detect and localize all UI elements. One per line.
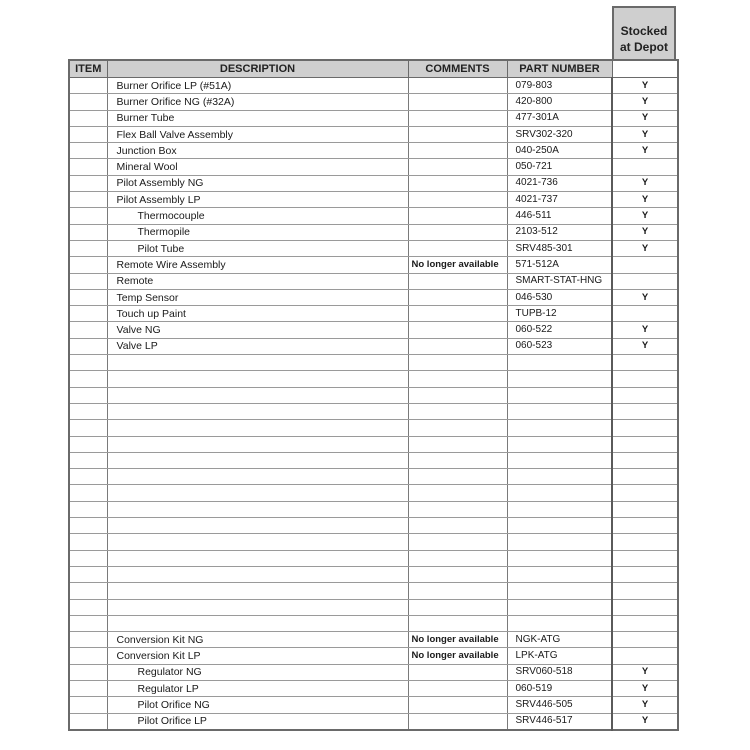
comments-cell [408,566,507,582]
stocked-cell [612,648,678,664]
stocked-cell [612,355,678,371]
part-number-cell [507,485,612,501]
table-row [69,289,678,305]
item-cell [69,485,107,501]
item-cell [69,338,107,354]
comments-cell [408,583,507,599]
item-cell [69,175,107,191]
table-row [69,599,678,615]
comments-cell [408,403,507,419]
stocked-cell [612,452,678,468]
table-row [69,632,678,648]
item-cell [69,110,107,126]
table-row [69,550,678,566]
item-cell [69,78,107,94]
table-row [69,175,678,191]
part-number-cell: 060-519 [507,680,612,696]
item-cell [69,664,107,680]
description-cell: Temp Sensor [107,289,408,305]
table-row [69,583,678,599]
part-number-cell: NGK-ATG [507,632,612,648]
item-cell [69,224,107,240]
stocked-cell: Y [612,208,678,224]
part-number-cell: 4021-736 [507,175,612,191]
table-row [69,452,678,468]
stocked-cell: Y [612,338,678,354]
description-cell: Flex Ball Valve Assembly [107,126,408,142]
stocked-cell [612,550,678,566]
item-cell [69,306,107,322]
stocked-cell: Y [612,289,678,305]
table-row [69,94,678,110]
comments-cell [408,322,507,338]
stocked-cell [612,436,678,452]
item-cell [69,518,107,534]
part-number-cell: 060-522 [507,322,612,338]
table-row [69,518,678,534]
comments-cell [408,680,507,696]
part-number-cell: SMART-STAT-HNG [507,273,612,289]
stocked-cell: Y [612,78,678,94]
item-cell [69,566,107,582]
stocked-cell [612,257,678,273]
item-cell [69,648,107,664]
comments-cell [408,224,507,240]
comments-cell [408,518,507,534]
comments-column-header: COMMENTS [408,60,507,78]
table-row [69,78,678,94]
description-cell [107,615,408,631]
item-cell [69,680,107,696]
comments-cell [408,420,507,436]
stocked-cell [612,420,678,436]
description-cell: Pilot Assembly LP [107,192,408,208]
description-cell [107,566,408,582]
comments-cell [408,78,507,94]
part-number-cell: 060-523 [507,338,612,354]
stocked-cell: Y [612,713,678,730]
description-cell: Thermocouple [107,208,408,224]
table-row [69,664,678,680]
part-number-cell: LPK-ATG [507,648,612,664]
table-header-row [69,60,678,78]
stocked-cell [612,273,678,289]
comments-cell [408,192,507,208]
stocked-cell [612,403,678,419]
description-cell: Regulator LP [107,680,408,696]
stocked-cell [612,159,678,175]
table-row [69,680,678,696]
description-cell [107,534,408,550]
description-cell: Conversion Kit NG [107,632,408,648]
part-number-cell [507,599,612,615]
part-number-cell [507,566,612,582]
description-cell [107,436,408,452]
table-row [69,615,678,631]
comments-cell: No longer available [408,648,507,664]
part-number-cell: SRV060-518 [507,664,612,680]
comments-cell [408,387,507,403]
part-number-cell [507,469,612,485]
table-row [69,224,678,240]
description-cell: Burner Orifice LP (#51A) [107,78,408,94]
stocked-column-header [612,60,678,78]
stocked-cell [612,469,678,485]
stocked-cell: Y [612,697,678,713]
item-cell [69,240,107,256]
stocked-cell [612,566,678,582]
item-cell [69,469,107,485]
part-number-cell: 040-250A [507,143,612,159]
description-cell: Valve LP [107,338,408,354]
part-number-cell: 420-800 [507,94,612,110]
table-row [69,534,678,550]
stocked-cell [612,583,678,599]
stocked-cell: Y [612,110,678,126]
item-cell [69,534,107,550]
table-row [69,257,678,273]
stocked-cell [612,632,678,648]
table-row [69,420,678,436]
stocked-header-line1: Stocked [620,24,668,38]
description-column-header: DESCRIPTION [107,60,408,78]
part-number-cell [507,403,612,419]
part-number-cell [507,436,612,452]
table-row [69,469,678,485]
description-cell [107,469,408,485]
description-cell: Remote [107,273,408,289]
table-row [69,697,678,713]
description-cell [107,550,408,566]
table-row [69,485,678,501]
description-cell: Valve NG [107,322,408,338]
comments-cell [408,436,507,452]
comments-cell [408,94,507,110]
comments-cell [408,175,507,191]
comments-cell [408,338,507,354]
part-number-cell [507,387,612,403]
item-cell [69,257,107,273]
part-number-cell [507,501,612,517]
description-cell [107,452,408,468]
table-row [69,322,678,338]
item-column-header: ITEM [69,60,107,78]
comments-cell [408,452,507,468]
description-cell: Pilot Assembly NG [107,175,408,191]
stocked-cell: Y [612,664,678,680]
item-cell [69,192,107,208]
comments-cell [408,615,507,631]
description-cell [107,355,408,371]
comments-cell [408,713,507,730]
item-cell [69,697,107,713]
item-cell [69,355,107,371]
part-number-column-header: PART NUMBER [507,60,612,78]
stocked-cell [612,518,678,534]
comments-cell [408,143,507,159]
part-number-cell: SRV446-517 [507,713,612,730]
table-row [69,501,678,517]
stocked-cell: Y [612,240,678,256]
description-cell: Burner Orifice NG (#32A) [107,94,408,110]
part-number-cell [507,615,612,631]
table-row [69,403,678,419]
part-number-cell [507,452,612,468]
description-cell: Pilot Orifice NG [107,697,408,713]
table-row [69,159,678,175]
parts-table-body [69,78,678,730]
comments-cell [408,485,507,501]
part-number-cell: SRV485-301 [507,240,612,256]
comments-cell: No longer available [408,257,507,273]
item-cell [69,94,107,110]
item-cell [69,289,107,305]
comments-cell [408,550,507,566]
comments-cell [408,289,507,305]
part-number-cell [507,534,612,550]
stocked-header-line2: at Depot [620,40,668,54]
item-cell [69,452,107,468]
description-cell: Regulator NG [107,664,408,680]
table-row [69,338,678,354]
parts-table [68,59,679,731]
stocked-cell [612,306,678,322]
part-number-cell: 4021-737 [507,192,612,208]
item-cell [69,632,107,648]
table-row [69,306,678,322]
comments-cell [408,273,507,289]
item-cell [69,403,107,419]
part-number-cell: TUPB-12 [507,306,612,322]
comments-cell [408,208,507,224]
description-cell: Thermopile [107,224,408,240]
stocked-cell: Y [612,680,678,696]
item-cell [69,159,107,175]
comments-cell [408,240,507,256]
part-number-cell [507,355,612,371]
part-number-cell [507,550,612,566]
part-number-cell: 2103-512 [507,224,612,240]
part-number-cell [507,583,612,599]
item-cell [69,615,107,631]
table-row [69,208,678,224]
table-row [69,143,678,159]
comments-cell [408,371,507,387]
comments-cell [408,697,507,713]
part-number-cell: 046-530 [507,289,612,305]
table-row [69,566,678,582]
comments-cell [408,664,507,680]
part-number-cell: 079-803 [507,78,612,94]
description-cell [107,485,408,501]
item-cell [69,126,107,142]
stocked-cell: Y [612,322,678,338]
stocked-cell [612,387,678,403]
description-cell [107,371,408,387]
description-cell [107,403,408,419]
item-cell [69,322,107,338]
part-number-cell [507,371,612,387]
stocked-cell [612,485,678,501]
stocked-cell: Y [612,126,678,142]
description-cell: Remote Wire Assembly [107,257,408,273]
description-cell [107,420,408,436]
table-row [69,371,678,387]
stocked-cell [612,534,678,550]
comments-cell [408,501,507,517]
item-cell [69,501,107,517]
item-cell [69,420,107,436]
table-row [69,648,678,664]
table-row [69,192,678,208]
part-number-cell: SRV446-505 [507,697,612,713]
stocked-cell: Y [612,224,678,240]
description-cell: Junction Box [107,143,408,159]
description-cell: Pilot Orifice LP [107,713,408,730]
description-cell: Touch up Paint [107,306,408,322]
comments-cell [408,534,507,550]
part-number-cell: 571-512A [507,257,612,273]
stocked-cell [612,501,678,517]
comments-cell [408,599,507,615]
comments-cell [408,306,507,322]
table-row [69,273,678,289]
item-cell [69,436,107,452]
stocked-cell [612,371,678,387]
table-row [69,110,678,126]
comments-cell [408,126,507,142]
description-cell [107,501,408,517]
item-cell [69,143,107,159]
table-row [69,240,678,256]
stocked-cell: Y [612,94,678,110]
description-cell [107,387,408,403]
item-cell [69,583,107,599]
table-row [69,436,678,452]
part-number-cell [507,518,612,534]
item-cell [69,387,107,403]
item-cell [69,371,107,387]
item-cell [69,208,107,224]
description-cell [107,583,408,599]
table-row [69,713,678,730]
item-cell [69,273,107,289]
part-number-cell: 477-301A [507,110,612,126]
description-cell: Burner Tube [107,110,408,126]
stocked-cell: Y [612,192,678,208]
part-number-cell: 446-511 [507,208,612,224]
comments-cell [408,355,507,371]
part-number-cell [507,420,612,436]
part-number-cell: SRV302-320 [507,126,612,142]
item-cell [69,599,107,615]
item-cell [69,550,107,566]
table-row [69,355,678,371]
description-cell: Conversion Kit LP [107,648,408,664]
description-cell: Pilot Tube [107,240,408,256]
stocked-cell: Y [612,143,678,159]
comments-cell [408,469,507,485]
comments-cell [408,159,507,175]
table-row [69,126,678,142]
part-number-cell: 050-721 [507,159,612,175]
description-cell: Mineral Wool [107,159,408,175]
comments-cell [408,110,507,126]
item-cell [69,713,107,730]
stocked-cell [612,615,678,631]
description-cell [107,599,408,615]
table-row [69,387,678,403]
stocked-cell [612,599,678,615]
description-cell [107,518,408,534]
stocked-cell: Y [612,175,678,191]
comments-cell: No longer available [408,632,507,648]
